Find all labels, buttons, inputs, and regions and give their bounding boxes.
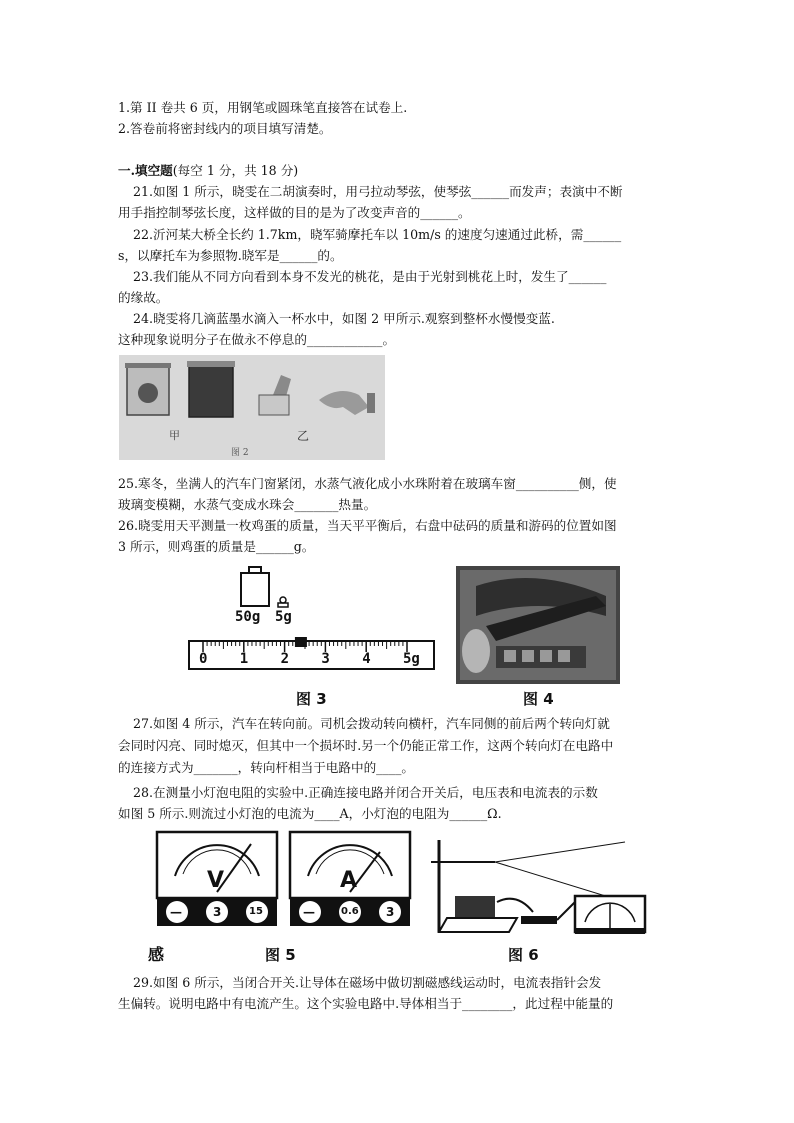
ammeter-terminal-0-6: 0.6 [341,906,359,917]
q26-line-1: 26.晓雯用天平测量一枚鸡蛋的质量，当天平平衡后，右盘中砝码的质量和游码的位置如图 [118,518,617,533]
q29-line-1: 29.如图 6 所示，当闭合开关.让导体在磁场中做切割磁感线运动时，电流表指针会发 [133,975,602,990]
note-2: 2.答卷前将密封线内的项目填写清楚。 [118,121,332,136]
q22-line-2: s，以摩托车为参照物.晓军是______的。 [118,248,343,263]
figure-4-photo [456,566,620,684]
scale-tick-label: 2 [280,651,290,667]
figure-2-label-jia: 甲 [169,429,180,442]
q28-line-2: 如图 5 所示.则流过小灯泡的电流为____A，小灯泡的电阻为______Ω. [118,806,502,821]
section-title: 一.填空题 [118,163,173,178]
q27-line-1: 27.如图 4 所示，汽车在转向前。司机会拨动转向横杆，汽车同侧的前后两个转向灯就 [133,716,610,731]
q23-line-1: 23.我们能从不同方向看到本身不发光的桃花，是由于光射到桃花上时，发生了______ [133,269,607,284]
figure-4 [456,566,620,684]
q26-line-2: 3 所示，则鸡蛋的质量是______g。 [118,539,315,554]
q27-line-3: 的连接方式为_______，转向杆相当于电路中的____。 [118,760,414,775]
scale-tick-label: 0 [199,651,208,667]
figure-2-label-yi: 乙 [297,429,310,443]
figure-5-voltmeter [155,830,279,928]
figure-2 [119,355,385,460]
weight-5g-label: 5g [275,609,292,625]
ammeter-letter: A [340,868,358,893]
voltmeter-letter: V [207,868,225,893]
ammeter-terminal-minus: — [303,905,315,919]
weight-50g-label: 50g [235,609,261,625]
scale-tick-labels [185,651,440,671]
figure-2-image [119,355,385,460]
section-header [118,163,298,179]
scale-tick-label: 3 [321,651,330,667]
q28-line-1: 28.在测量小灯泡电阻的实验中.正确连接电路并闭合开关后，电压表和电流表的示数 [133,785,598,800]
voltmeter-terminal-3: 3 [213,905,222,919]
figure-6-caption: 图 6 [508,946,539,964]
voltmeter-terminal-15: 15 [249,906,263,917]
scale-tick-label: 1 [239,651,249,667]
figure-2-caption: 图 2 [231,448,249,458]
scale-tick-label: 4 [362,651,371,667]
q21-line-2: 用手指控制琴弦长度，这样做的目的是为了改变声音的______。 [118,205,471,220]
note-1: 1.第 II 卷共 6 页，用钢笔或圆珠笔直接答在试卷上. [118,100,408,115]
ammeter-terminal-3: 3 [386,905,395,919]
q25-line-1: 25.寒冬，坐满人的汽车门窗紧闭，水蒸气液化成小水珠附着在玻璃车窗__________侧，使 [118,476,617,491]
figure-5-caption: 图 5 [265,946,296,964]
q27-line-2: 会同时闪亮、同时熄灭，但其中一个损坏时.另一个仍能正常工作，这两个转向灯在电路中 [118,738,614,753]
figure-6-apparatus [425,832,665,942]
scale-tick-label: 5g [403,651,420,667]
section-subtitle: (每空 1 分，共 18 分) [172,163,299,178]
q23-line-2: 的缘故。 [118,290,169,305]
q21-line-1: 21.如图 1 所示，晓雯在二胡演奏时，用弓拉动琴弦，使琴弦______而发声；表演中不断 [133,184,623,199]
rider-marker [295,637,307,647]
q24-line-2: 这种现象说明分子在做永不停息的____________。 [118,332,396,347]
figure-5-side-text: 感 [148,945,165,964]
figure-6 [425,832,665,942]
q22-line-1: 22.沂河某大桥全长约 1.7km，晓军骑摩托车以 10m/s 的速度匀速通过此桥，需______ [133,227,622,242]
figure-3-caption: 图 3 [296,690,327,708]
figure-5-ammeter [288,830,412,928]
q24-line-1: 24.晓雯将几滴蓝墨水滴入一杯水中，如图 2 甲所示.观察到整杯水慢慢变蓝. [133,311,555,326]
q25-line-2: 玻璃变模糊，水蒸气变成水珠会_______热量。 [118,497,377,512]
figure-4-caption: 图 4 [523,690,554,708]
voltmeter-terminal-minus: — [170,905,182,919]
figure-3 [185,563,440,698]
q29-line-2: 生偏转。说明电路中有电流产生。这个实验电路中.导体相当于________，此过程中能量的 [118,996,614,1011]
